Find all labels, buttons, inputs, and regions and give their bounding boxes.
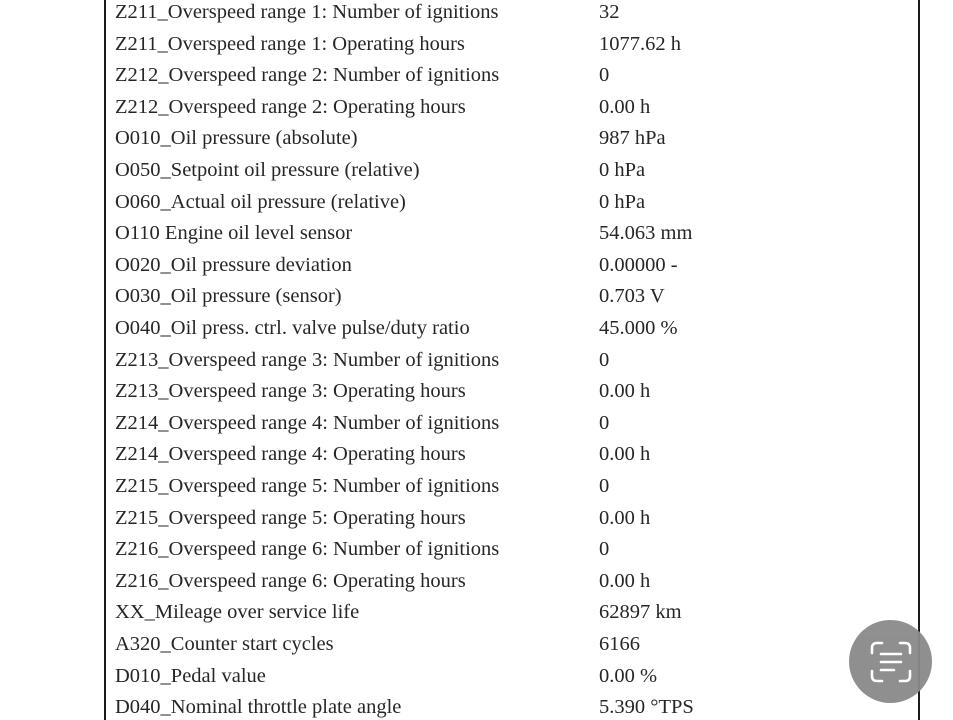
- row-label: O040_Oil press. ctrl. valve pulse/duty ratio: [115, 317, 470, 339]
- row-value: 0: [599, 348, 610, 371]
- row-label: Z216_Overspeed range 6: Operating hours: [115, 569, 466, 592]
- scan-text-button[interactable]: [849, 620, 932, 703]
- row-label: Z211_Overspeed range 1: Operating hours: [115, 32, 465, 55]
- row-value: 0.00 h: [599, 380, 651, 403]
- row-label: Z216_Overspeed range 6: Number of ignitions: [115, 538, 500, 561]
- table-row: [106, 250, 922, 281]
- row-value: 32: [599, 1, 620, 23]
- table-row: [106, 281, 922, 312]
- row-value: 6166: [599, 633, 640, 655]
- row-value: 0: [599, 538, 610, 561]
- table-row: [106, 92, 922, 123]
- table-row: [106, 376, 922, 407]
- table-row: [106, 313, 922, 344]
- row-label: Z215_Overspeed range 5: Operating hours: [115, 506, 466, 529]
- row-label: Z213_Overspeed range 3: Number of ignitions: [115, 348, 500, 371]
- row-value: 5.390 °TPS: [599, 696, 694, 719]
- row-value: 0.00 h: [599, 95, 651, 118]
- row-label: Z212_Overspeed range 2: Number of ignitions: [115, 64, 500, 87]
- row-label: Z211_Overspeed range 1: Number of ignitions: [115, 1, 499, 23]
- row-label: O020_Oil pressure deviation: [115, 253, 352, 276]
- table-row: [106, 60, 922, 91]
- row-label: Z215_Overspeed range 5: Number of ignitions: [115, 475, 500, 497]
- row-value: 0.00 h: [599, 443, 651, 466]
- data-table: [104, 0, 920, 720]
- row-label: O060_Actual oil pressure (relative): [115, 190, 406, 213]
- row-label: O010_Oil pressure (absolute): [115, 127, 358, 150]
- row-value: 45.000 %: [599, 317, 678, 339]
- row-value: 62897 km: [599, 601, 682, 624]
- table-row: [106, 661, 922, 692]
- scan-text-icon: [868, 639, 914, 685]
- row-value: 0: [599, 64, 610, 87]
- table-row: [106, 566, 922, 597]
- row-value: 0: [599, 475, 610, 497]
- row-label: Z214_Overspeed range 4: Operating hours: [115, 443, 466, 466]
- table-row: [106, 629, 922, 660]
- row-label: O030_Oil pressure (sensor): [115, 285, 342, 308]
- row-label: Z213_Overspeed range 3: Operating hours: [115, 380, 466, 403]
- table-row: [106, 534, 922, 565]
- row-label: A320_Counter start cycles: [115, 633, 334, 655]
- table-row: [106, 345, 922, 376]
- row-value: 0.00 h: [599, 569, 651, 592]
- table-row: [106, 439, 922, 470]
- row-value: 0: [599, 411, 610, 434]
- table-row: [106, 218, 922, 249]
- table-row: [106, 0, 922, 28]
- row-value: 0.703 V: [599, 285, 665, 308]
- row-label: XX_Mileage over service life: [115, 601, 360, 624]
- row-label: O050_Setpoint oil pressure (relative): [115, 159, 420, 181]
- row-value: 0.00 %: [599, 664, 658, 687]
- row-label: D040_Nominal throttle plate angle: [115, 696, 402, 719]
- row-value: 54.063 mm: [599, 222, 693, 245]
- row-value: 0.00 h: [599, 506, 651, 529]
- row-label: Z214_Overspeed range 4: Number of ignitions: [115, 411, 500, 434]
- table-row: [106, 503, 922, 534]
- row-value: 0.00000 -: [599, 253, 678, 276]
- row-value: 0 hPa: [599, 190, 646, 213]
- table-row: [106, 123, 922, 154]
- row-label: Z212_Overspeed range 2: Operating hours: [115, 95, 466, 118]
- row-value: 1077.62 h: [599, 32, 681, 55]
- table-row: [106, 155, 922, 186]
- row-value: 987 hPa: [599, 127, 666, 150]
- table-row: [106, 692, 922, 720]
- table-row: [106, 187, 922, 218]
- row-label: O110 Engine oil level sensor: [115, 222, 353, 245]
- table-row: [106, 29, 922, 60]
- row-value: 0 hPa: [599, 159, 646, 181]
- table-row: [106, 408, 922, 439]
- table-row: [106, 471, 922, 502]
- table-row: [106, 597, 922, 628]
- row-label: D010_Pedal value: [115, 664, 266, 687]
